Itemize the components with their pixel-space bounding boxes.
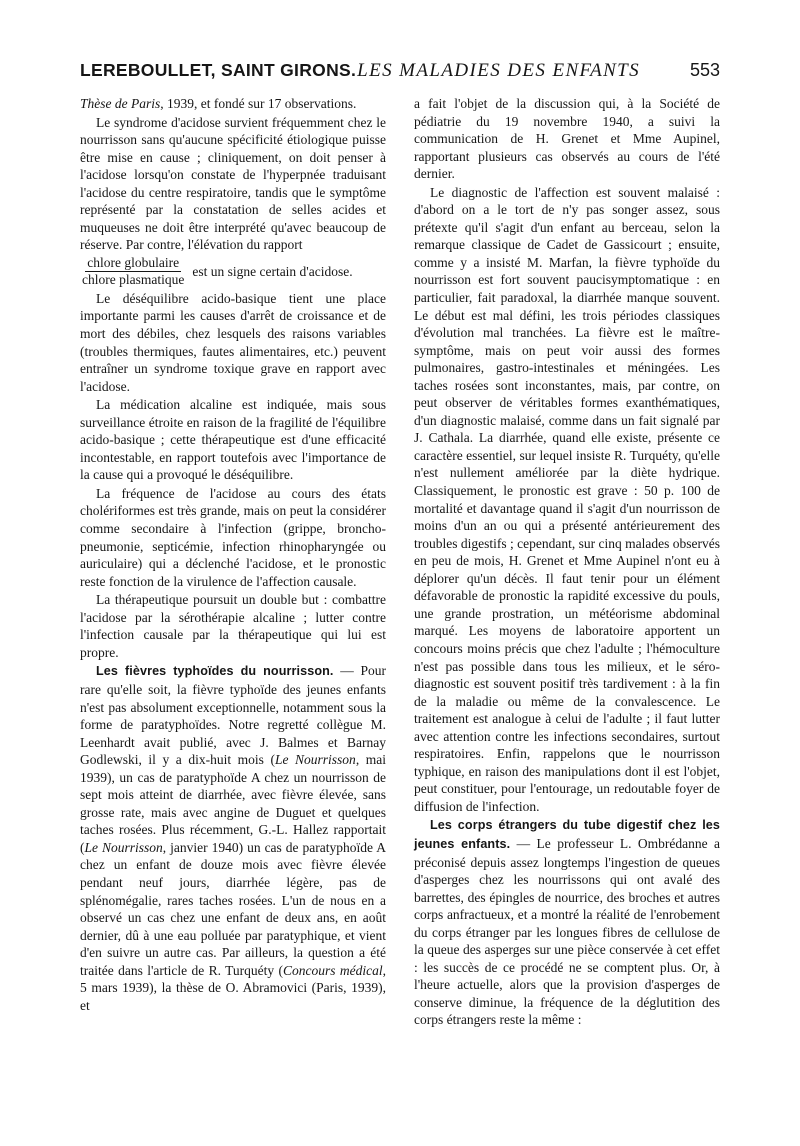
fraction-after-text: est un signe certain d'acidose. bbox=[192, 263, 353, 279]
chlore-ratio-fraction bbox=[80, 255, 186, 288]
paragraph: La fréquence de l'acidose au cours des états cholériformes est très grande, mais on peut la considérer comme secondaire à l'infection (grippe, broncho-pneumonie, septicémie, infection rhinopharyngée ou auriculaire) qui a déclenché l'acidose, et le pronostic reste fonction de la virulence de l'affection causale. bbox=[80, 485, 386, 589]
paragraph-text: — Le professeur L. Ombrédanne a préconisé depuis assez longtemps l'ingestion de queues d'asperges chez les nourrissons qui ont avalé des barrettes, des épingles de nourrice, des broches et autres corps anfractueux, et a montré la réalité de l'enrobement du corps étranger par les longues fibres de cellulose de la queue des asperges sur une pièce conservée à cet effet : les succès de ce procédé ne se comptent plus. Or, à l'heure actuelle, alors que la provision d'asperges de conserve diminue, la fréquence de la déglutition des corps étrangers reste la même : bbox=[414, 835, 720, 1028]
fraction-line bbox=[80, 255, 386, 288]
section-paragraph bbox=[414, 816, 720, 1029]
running-header bbox=[80, 60, 720, 90]
fraction-numerator: chlore globulaire bbox=[87, 254, 180, 270]
paragraph-text: , janvier 1940) un cas de paratyphoïde A chez un enfant de douze mois avec fièvre élevée pendant neuf jours, diarrhée légère, pas de splénomégalie, rares taches rosées. L'un de nous en a observé un cas chez une enfant de deux ans, en août dernier, dû à une eau polluée par paratyphique, et vient d'en suivre un autre cas. Par ailleurs, la question a été traitée dans l'article de R. Turquéty ( bbox=[80, 839, 386, 978]
paragraph-text: , mai 1939), un cas de paratyphoïde A chez un nourrisson de sept mois atteint de diarrhée, avec fièvre élevée, sans grosse rate, mais avec angine de Duguet et quelques taches rosées. Plus récemment, G.-L. Hallez rapportait ( bbox=[80, 752, 386, 855]
fraction-denominator: chlore plasmatique bbox=[82, 271, 185, 287]
paragraph-text: , 5 mars 1939), la thèse de O. Abramovici (Paris, 1939), et bbox=[80, 962, 386, 1013]
header-title: LES MALADIES DES ENFANTS bbox=[357, 60, 641, 81]
paragraph-text: — Pour rare qu'elle soit, la fièvre typhoïde des jeunes enfants n'est pas absolument exceptionnelle, notamment sous la forme de paratyphoïdes. Notre regretté collègue M. Leenhardt avait publié, avec J. Balmes et Barnay Godlewski, il y a dix-huit mois ( bbox=[80, 663, 386, 768]
header-authors: LEREBOULLET, SAINT GIRONS. bbox=[80, 60, 357, 80]
right-column bbox=[414, 95, 720, 1029]
paragraph-text: , 1939, et fondé sur 17 observations. bbox=[160, 96, 357, 111]
paragraph: a fait l'objet de la discussion qui, à la Société de pédiatrie du 19 novembre 1940, a suivi la communication de H. Grenet et Mme Aupinel, rapportant plusieurs cas observés au cours de l'été dernier. bbox=[414, 96, 720, 182]
paragraph: La médication alcaline est indiquée, mais sous surveillance étroite en raison de la fragilité de l'équilibre acido-basique ; cette thérapeutique est d'une efficacité incontestable, en rapport toutefois avec l'importance de la cause qui a provoqué le déséquilibre. bbox=[80, 397, 386, 483]
citation-italic: Concours médical bbox=[283, 962, 383, 978]
paragraph: Le déséquilibre acido-basique tient une place importante parmi les causes d'arrêt de croissance et de mort des débiles, chez lesquels des raisons variables (troubles thermiques, fautes alimentaires, etc.) peuvent entraîner un syndrome toxique grave en rapport avec l'acidose. bbox=[80, 290, 386, 394]
left-column bbox=[80, 95, 386, 1014]
paragraph: Le diagnostic de l'affection est souvent malaisé : d'abord on a le tort de n'y pas songer assez, sous prétexte qu'il s'agit d'un enfant au berceau, selon la remarque classique de Cadet de Gassicourt ; ensuite, comme y a insisté M. Marfan, la fièvre typhoïde du nourrisson est fort souvent paucisymptomatique : en particulier, fait paradoxal, la diarrhée manque souvent. Le début est mal défini, les trois périodes classiques d'évolution mal tranchées. La fièvre est le maître-symptôme, mais on peut voir aussi des formes pulmonaires, gastro-intestinales et méningées. Les taches rosées sont inconstantes, mais, par contre, on peut observer de véritables formes exanthématiques, d'un diagnostic malaisé, comme dans un fait signalé par J. Cathala. La diarrhée, quand elle existe, présente ce caractère essentiel, sur lequel insiste R. Turquéty, qu'elle n'est nullement améliorée par la diète hydrique. Classiquement, le pronostic est grave : 50 p. 100 de mortalité et davantage quand il s'agit d'un nourrisson de moins d'un an ou qui a présenté antérieurement des troubles digestifs ; cependant, sur cinq malades observés en peu de mois, H. Grenet et Mme Aupinel n'ont eu à déplorer qu'un décès. Il faut tenir pour un élément défavorable de pronostic la rapidité excessive du pouls, une grande prostration, un météorisme abdominal marqué. Les moyens de laboratoire apportent un concours moins précis que chez l'adulte ; l'hémoculture n'est pas possible dans tous les milieux, et le séro-diagnostic est souvent positif très tardivement : à la fin de la maladie ou même de la convalescence. Le traitement est analogue à celui de l'adulte ; il faut lutter avec attention contre les infections secondaires, surtout respiratoires. Enfin, rappelons que le nourrisson typhique, en raison des manipulations dont il est l'objet, peut constituer, pour l'entourage, un redoutable foyer de diffusion de l'infection. bbox=[414, 184, 720, 814]
citation-italic: Le Nourrisson bbox=[84, 839, 163, 855]
citation-italic: Le Nourrisson bbox=[274, 752, 356, 768]
section-paragraph bbox=[80, 662, 386, 1014]
section-title: Les fièvres typhoïdes du nourrisson. bbox=[96, 664, 334, 679]
paragraph: Le syndrome d'acidose survient fréquemment chez le nourrisson sans qu'aucune spécificité étiologique puisse être mise en cause ; cliniquement, on doit penser à l'acidose lorsqu'on constate de l'hyperpnée traduisant l'acidose du centre respiratoire, tandis que le symptôme représenté par la constatation de selles acides et muqueuses ne doit être interprété qu'avec beaucoup de réserve. Par contre, l'élévation du rapport bbox=[80, 114, 386, 253]
paragraph bbox=[80, 95, 386, 113]
paragraph: La thérapeutique poursuit un double but : combattre l'acidose par la sérothérapie alcaline ; lutter contre l'infection causale par la thérapeutique qui lui est propre. bbox=[80, 592, 386, 660]
page-number: 553 bbox=[689, 60, 720, 80]
section-title: Les corps étrangers du tube digestif chez les jeunes enfants. bbox=[414, 818, 720, 851]
citation-italic: Thèse de Paris bbox=[80, 96, 161, 111]
